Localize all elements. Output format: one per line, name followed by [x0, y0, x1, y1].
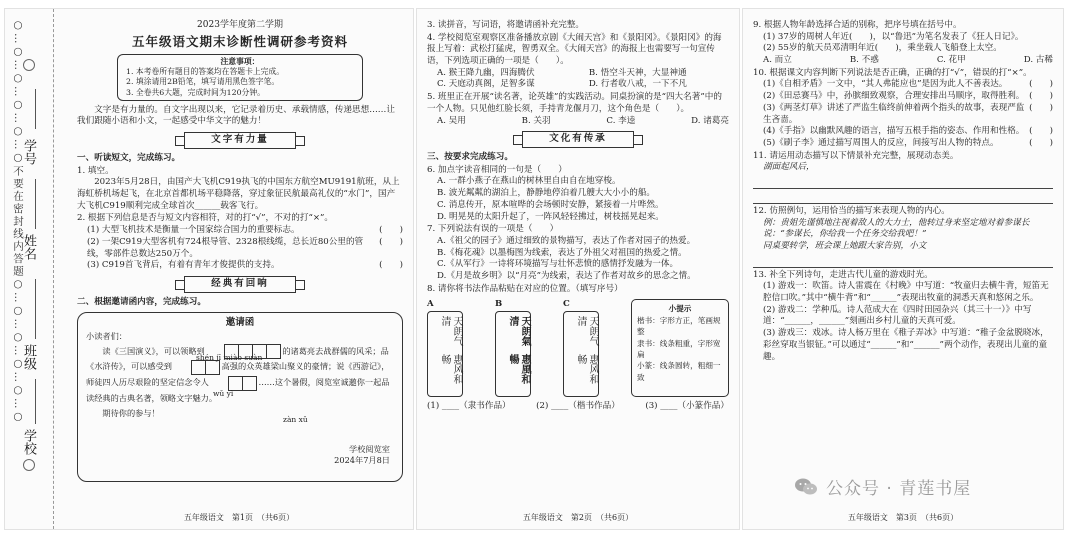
option: A. 一群小燕子在燕山的树林里自由自在地穿梭。	[437, 176, 621, 187]
exam-page-1	[4, 8, 414, 530]
question-6: 6. 加点字读音相同的一句是（ ）	[427, 164, 567, 175]
option: D. 明晃晃的太阳升起了，一阵风轻轻拂过，树枝摇晃起来。	[437, 211, 664, 222]
judge-item: (1)《自相矛盾》一文中，“其人弗能应也”是因为此人不善表达。 ( )	[763, 79, 1053, 90]
scroll-text: 惠风和畅	[575, 354, 598, 385]
judge-item: (2)《田忌赛马》中，孙膑细致观察，合理安排出马顺序，取得胜利。 ( )	[763, 91, 1053, 102]
question-7: 7. 下列说法有误的一项是（ ）	[427, 224, 559, 235]
question-2: 2. 根据下列信息是否与短文内容相符，对的打“√”，不对的打“×”。	[77, 213, 334, 224]
seal-line	[53, 9, 54, 529]
question-12-task: 同桌要转学，班会课上她跟大家告别，小文	[763, 241, 927, 251]
question-5: 5. 班里正在开展“读名著，论英雄”的实践活动。同桌扮演的是“四大名著”中的一个人物。只见他红脸长须，手持青龙偃月刀，这个角色是（ ）。	[427, 92, 722, 114]
page3-content	[753, 19, 1053, 363]
watermark	[794, 474, 971, 499]
writing-line[interactable]	[753, 176, 1053, 189]
binding-hole	[23, 59, 35, 71]
student-id-line	[35, 89, 36, 129]
option: D. 行者收八戒，一下不凡	[588, 79, 687, 90]
invitation-salutation: 小读者们：	[86, 330, 127, 341]
option: D. 诸葛亮	[691, 115, 729, 126]
page-footer: 五年级语文 第1页 （共6页）	[183, 513, 295, 522]
option: B. 不惑	[849, 55, 879, 66]
option: D.《月是故乡明》以“月亮”为线索，表达了作者对故乡的思念之情。	[437, 270, 696, 281]
page1-content	[77, 19, 403, 482]
option: C. 花甲	[936, 55, 966, 66]
label-class: 班级	[21, 344, 36, 370]
notice-item: 2. 填涂请用2B铅笔，填写请用黑色签字笔。	[126, 77, 280, 87]
judge-item: (2) 一架C919大型客机有724根导管、2328根线缆，总长近80公里的管线，零部件总数达250万个。 ( )	[87, 236, 403, 259]
class-line	[35, 279, 36, 339]
notice-title: 注意事项：	[220, 57, 260, 67]
question-11-start: 湖面起风后，	[763, 162, 815, 173]
scroll-text: 惠风和畅	[439, 354, 462, 385]
question-10: 10. 根据课文内容判断下列说法是否正确，正确的打“√”，错误的打“×”。	[753, 67, 1032, 78]
poem-item: (2) 游戏二：学种瓜。诗人范成大在《四时田园杂兴（其三十一）》中写道：“______，______”刻画出乡村儿童的天真可爱。	[763, 304, 1032, 327]
exam-title: 五年级语文期末诊断性调研参考资料	[131, 34, 348, 50]
scroll-text: 惠風和暢	[507, 354, 530, 385]
wechat-icon	[794, 477, 818, 497]
calligraphy-scroll-a	[427, 311, 463, 397]
scroll-label: A	[427, 299, 434, 310]
invitation-line: 高强的众英雄梁山聚义的豪情；说《西游记》，师徒四人历尽艰险的坚定信念令人	[86, 361, 390, 388]
option: B. 关羽	[521, 115, 551, 126]
year-term: 2023学年度第二学期	[197, 20, 283, 30]
option: B. 波光粼粼的湖泊上，静静地停泊着几艘大大小小的船。	[437, 188, 656, 199]
scroll-text: 天朗氣清	[507, 316, 530, 347]
tip-item: 楷书：字形方正，笔画规整	[637, 315, 721, 337]
exam-page-3	[742, 8, 1064, 530]
scroll-label: B	[495, 299, 503, 310]
question-1-text: 2023年5月28日，由国产大飞机C919执飞的中国东方航空MU9191航班，从上海虹桥机场起飞，在北京首都机场平稳降落，穿过象征民航最高礼仪的“水门”，国产大飞机C919顺利完成全球首次______载客飞行。	[77, 177, 400, 211]
writing-line[interactable]	[753, 255, 1053, 268]
option: C. 消息传开，原本喧哗的会场顿时安静，紧接着一片哗然。	[437, 199, 664, 210]
question-3: 3. 读拼音，写词语，将邀请函补充完整。	[427, 20, 585, 30]
question-12: 12. 仿照例句，运用恰当的描写来表现人物的内心。	[753, 205, 950, 216]
question-9: 9. 根据人物年龄选择合适的别称，把序号填在括号中。	[753, 20, 962, 30]
pinyin-hint: wǔ yì	[213, 389, 234, 399]
option: A.《祖父的园子》通过细致的景物描写，表达了作者对园子的热爱。	[437, 235, 696, 246]
invitation-sender: 学校阅览室	[349, 444, 390, 455]
option: C. 李逵	[606, 115, 636, 126]
exam-page-2	[416, 8, 740, 530]
name-line	[35, 179, 36, 229]
question-4: 4. 学校阅览室观察区准备播放京剧《大闹天宫》和《景阳冈》。《景阳冈》的海报上写着：武松打猛虎，智勇双全。《大闹天宫》的海报上也需要写一句宣传语，下列选项正确的一项是（ ）。	[427, 32, 722, 67]
invitation-line: 的诸葛亮去战群儒的风采；品《水浒传》，可以感受到	[86, 345, 389, 372]
section-banner: 文字有力量	[184, 132, 296, 149]
notice-item: 3. 全卷共6大题，完成时间为120分钟。	[126, 87, 265, 97]
tip-box	[631, 299, 729, 397]
option: C. 天庭动真阁，足智多谋	[437, 79, 535, 90]
notice-box	[117, 54, 363, 101]
judge-item: (1) 大型飞机技术是衡量一个国家综合国力的重要标志。 ( )	[87, 225, 403, 236]
answer-blank[interactable]: (1) ____（隶书作品）	[427, 401, 511, 412]
poem-item: (3) 游戏三：戏冰。诗人杨万里在《稚子弄冰》中写道：“稚子金盆脱晓冰，彩丝穿取当银钲。”可以通过“______”和“______”两个动作，表现出儿童的童趣。	[763, 328, 1049, 362]
invitation-title: 邀请函	[225, 317, 255, 329]
scroll-text: 天朗气清	[575, 316, 598, 347]
page-footer: 五年级语文 第3页 （共6页）	[847, 513, 959, 522]
label-student-id: 学号	[21, 139, 36, 165]
page2-content	[427, 19, 729, 413]
calligraphy-scroll-b	[495, 311, 531, 397]
binding-hole	[23, 459, 35, 471]
notice-item: 1. 本考卷所有题目的答案均在答题卡上完成。	[126, 67, 285, 77]
calligraphy-scroll-c	[563, 311, 599, 397]
question-item: (2) 55岁的航天员邓清明年近( )，乘坐载人飞船登上太空。	[763, 43, 1002, 54]
tip-item: 小篆：线条圆转，粗细一致	[637, 361, 721, 382]
scroll-text: 天朗气清	[439, 316, 462, 347]
judge-item: (3) C919首飞背后，有着有青年才俊提供的支持。 ( )	[87, 260, 403, 271]
answer-blank[interactable]: (2) ____（楷书作品）	[536, 401, 620, 412]
example-text: 例：贵姐先谨慎地注视着敌人的大力士，他转过身来坚定地对着参谋长说：“参谋长，你给我一个任务交给我吧！”	[763, 217, 1030, 240]
tip-title: 小提示	[668, 304, 692, 314]
page-footer: 五年级语文 第2页 （共6页）	[522, 513, 634, 522]
binding-instruction: ○…○…○…○…○…○不要在密封线内答题○…○…○…○…○…○	[12, 19, 24, 425]
label-school: 学校	[21, 429, 36, 455]
pinyin-hint: shén jī miào suàn	[196, 353, 263, 363]
section-heading: 三、按要求完成练习。	[427, 152, 513, 163]
question-1: 1. 填空。	[77, 165, 114, 176]
judge-item: (4)《手指》以幽默风趣的语言，描写五根手指的姿态、作用和性格。 ( )	[763, 126, 1053, 137]
section-banner: 文化有传承	[522, 131, 634, 148]
option: A. 吴用	[437, 115, 466, 126]
section-heading: 一、听读短文，完成练习。	[77, 153, 181, 164]
binding-margin	[5, 9, 67, 529]
judge-item: (5)《刷子李》通过描写周围人的反应，间接写出人物的特点。 ( )	[763, 137, 1053, 148]
question-8: 8. 请你将书法作品粘贴在对应的位置。（填写序号）	[427, 283, 623, 294]
watermark-text: 公众号 · 青莲书屋	[826, 479, 972, 499]
poem-item: (1) 游戏一：吹笛。诗人雷震在《村晚》中写道：“牧童归去横牛背，短笛无腔信口吹。”其中“横牛背”和“______”表现出牧童的洞悉天真和悠闲之乐。	[763, 281, 1049, 304]
option: D. 古稀	[1023, 55, 1053, 66]
section-heading: 二、根据邀请函内容，完成练习。	[77, 296, 206, 307]
question-13: 13. 补全下列诗句，走进古代儿童的游戏时光。	[753, 269, 933, 280]
option: A. 而立	[763, 55, 792, 66]
option: B. 悟空斗天神，大显神通	[588, 67, 687, 78]
invitation-line: ……这个暑假，阅览室诚邀你一起品读经典的古典名著，领略文字魅力。	[86, 377, 390, 403]
invitation-letter	[77, 312, 403, 482]
school-line	[35, 379, 36, 424]
answer-blank[interactable]: (3) ____（小篆作品）	[645, 401, 729, 412]
tip-item: 隶书：线条粗重，字形宽扁	[637, 338, 721, 359]
option: C.《从军行》一诗将环境描写与壮怀悲愤的感情抒发融为一体。	[437, 259, 679, 270]
question-item: (1) 37岁的周树人年近( )，以“鲁迅”为笔名发表了《狂人日记》。	[763, 31, 1024, 42]
invitation-closing: 期待你的参与！	[102, 407, 160, 418]
section-banner: 经典有回响	[184, 276, 296, 293]
question-11: 11. 请运用动态描写以下情景补充完整，展现动态美。	[753, 150, 959, 161]
judge-item: (3)《两茎灯草》讲述了严监生临终前伸着两个指头的故事，表现严监生吝啬。 ( )	[763, 102, 1053, 125]
writing-line[interactable]	[753, 191, 1053, 204]
calligraphy-row	[427, 299, 729, 397]
option: A. 猴王降九幽，四海腾伏	[437, 67, 535, 78]
pinyin-hint: zàn xǔ	[283, 415, 308, 425]
intro-text: 文字是有力量的。自文字出现以来，它记录着历史、承载情感，传递思想……让我们跟随小语和小文，一起感受中华文字的魅力！	[77, 104, 395, 127]
scroll-label: C	[563, 299, 570, 310]
invitation-line: 读《三国演义》，可以领略到	[102, 345, 205, 356]
label-name: 姓名	[21, 234, 36, 260]
option: B.《梅花魂》以墨梅图为线索，表达了外祖父对祖国的热爱之情。	[437, 247, 687, 258]
invitation-date: 2024年7月8日	[334, 454, 390, 465]
